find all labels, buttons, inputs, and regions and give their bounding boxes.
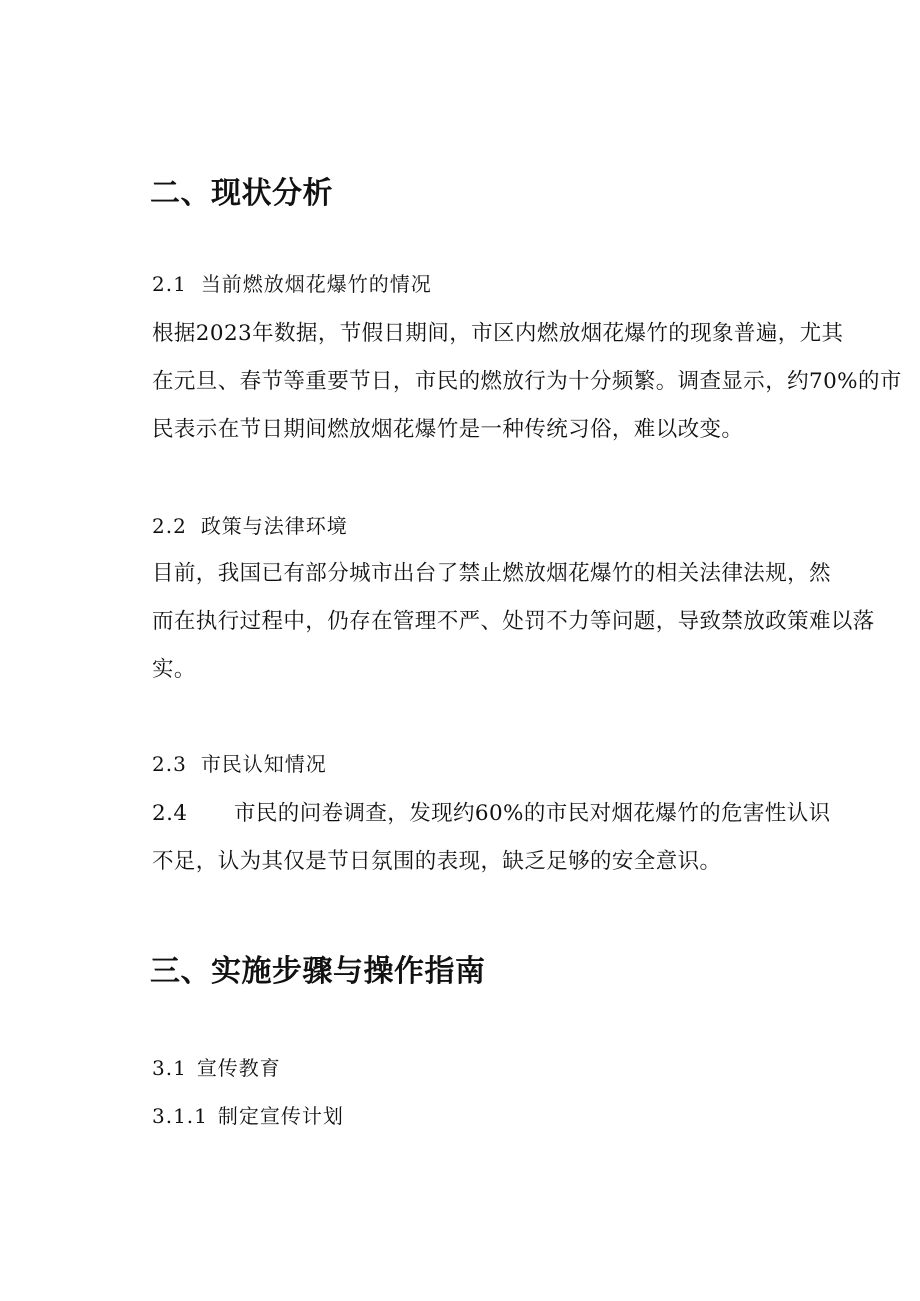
subsection-number: 2.4 (152, 801, 188, 826)
paragraph-line: 而在执行过程中，仍存在管理不严、处罚不力等问题，导致禁放政策难以落 (152, 609, 875, 634)
subsection-number: 2.1 (152, 272, 187, 296)
paragraph-line: 民表示在节日期间燃放烟花爆竹是一种传统习俗，难以改变。 (152, 417, 744, 442)
paragraph-line: 不足，认为其仅是节日氛围的表现，缺乏足够的安全意识。 (152, 849, 722, 874)
paragraph-line: 实。 (152, 657, 196, 682)
subsection-2-1-heading (152, 268, 432, 297)
paragraph-line (152, 796, 831, 827)
paragraph-line: 在元旦、春节等重要节日，市民的燃放行为十分频繁。调查显示，约70%的市 (152, 369, 902, 394)
paragraph-line: 根据2023年数据，节假日期间，市区内燃放烟花爆竹的现象普遍，尤其 (152, 321, 844, 346)
subsection-number: 3.1 (152, 1056, 187, 1080)
subsection-3-1-heading (152, 1052, 281, 1081)
subsection-title: 宣传教育 (196, 1056, 281, 1080)
subsection-3-1-1-heading (152, 1100, 344, 1129)
subsection-title: 政策与法律环境 (200, 514, 348, 538)
subsection-number: 2.3 (152, 752, 187, 776)
subsection-2-3-heading (152, 748, 327, 777)
subsection-2-2-heading (152, 510, 348, 539)
section-2-heading: 二、现状分析 (150, 176, 333, 211)
subsection-number: 3.1.1 (152, 1104, 208, 1128)
subsection-title: 当前燃放烟花爆竹的情况 (200, 272, 432, 296)
subsection-title: 市民认知情况 (200, 752, 327, 776)
subsection-title: 制定宣传计划 (217, 1104, 344, 1128)
paragraph-text: 市民的问卷调查，发现约60%的市民对烟花爆竹的危害性认识 (234, 801, 831, 826)
subsection-number: 2.2 (152, 514, 187, 538)
paragraph-line: 目前，我国已有部分城市出台了禁止燃放烟花爆竹的相关法律法规，然 (152, 561, 831, 586)
section-3-heading: 三、实施步骤与操作指南 (150, 954, 486, 989)
